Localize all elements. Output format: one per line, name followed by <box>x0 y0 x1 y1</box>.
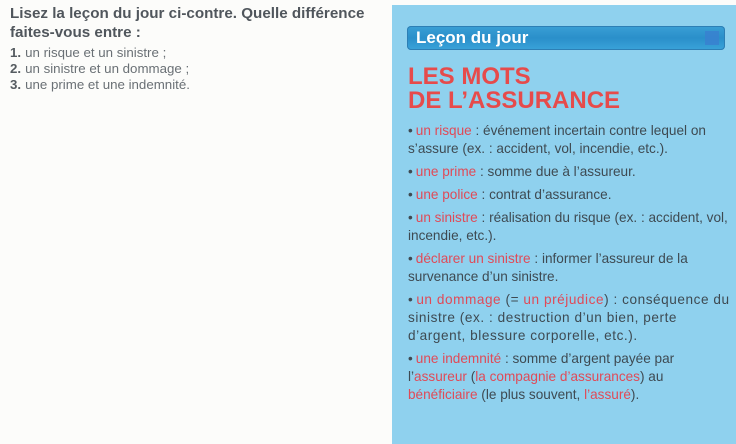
connector-text: (le plus souvent, <box>477 387 585 402</box>
definition-sinistre <box>408 209 733 245</box>
title-line-2: DE L’ASSURANCE <box>408 87 621 114</box>
definition-indemnite <box>408 350 733 404</box>
term: un préjudice <box>523 292 605 307</box>
definition-text: : réalisation du risque (ex. : accident, vol, incendie, etc.). <box>408 210 728 243</box>
lesson-header-bar <box>407 26 725 50</box>
list-item <box>10 61 380 77</box>
definition-text: ) : conséquence du sinistre (ex. : destruction d’un bien, perte d’argent, blessure corporelle, etc.). <box>408 292 730 343</box>
connector-text: ). <box>630 387 640 402</box>
connector-text: (= <box>501 292 524 307</box>
bullet-icon: • <box>408 351 413 366</box>
item-number: 3. <box>10 77 22 92</box>
term: la compagnie d’assurances <box>475 369 640 384</box>
term: une indemnité <box>415 351 502 366</box>
definition-dommage <box>408 291 733 345</box>
term: l’assuré <box>584 387 631 402</box>
definition-list <box>408 122 733 409</box>
connector-text: ) au <box>639 369 664 384</box>
definition-text: : événement incertain contre lequel on s’assure (ex. : accident, vol, incendie, etc.). <box>408 123 706 156</box>
definition-text: : contrat d’assurance. <box>477 187 612 202</box>
exercise-block <box>10 4 380 93</box>
term: un dommage <box>416 292 502 307</box>
lesson-panel <box>392 5 736 444</box>
term: assureur <box>414 369 467 384</box>
definition-text: : somme d’argent payée par l’ <box>408 351 675 384</box>
bullet-icon: • <box>408 210 413 225</box>
bullet-icon: • <box>408 187 413 202</box>
definition-text: : informer l’assureur de la survenance d’un sinistre. <box>408 251 688 284</box>
exercise-prompt: Lisez la leçon du jour ci-contre. Quelle différence faites-vous entre : <box>10 5 365 41</box>
bullet-icon: • <box>408 164 413 179</box>
corner-square-icon <box>705 31 719 45</box>
item-number: 1. <box>10 45 22 60</box>
term: une prime <box>415 164 477 179</box>
lesson-title <box>408 65 620 113</box>
definition-risque <box>408 122 733 158</box>
exercise-list <box>10 45 380 93</box>
term: une police <box>415 187 478 202</box>
term: bénéficiaire <box>408 387 478 402</box>
list-item <box>10 45 380 61</box>
definition-text: : somme due à l’assureur. <box>476 164 636 179</box>
definition-declarer <box>408 250 733 286</box>
bullet-icon: • <box>408 292 414 307</box>
connector-text: ( <box>466 369 476 384</box>
definition-prime <box>408 163 733 181</box>
item-number: 2. <box>10 61 22 76</box>
term: un sinistre <box>415 210 478 225</box>
item-text: une prime et une indemnité. <box>25 77 190 92</box>
item-text: un sinistre et un dommage ; <box>25 61 190 76</box>
term: déclarer un sinistre <box>415 251 531 266</box>
definition-police <box>408 186 733 204</box>
term: un risque <box>415 123 472 138</box>
title-line-1: LES MOTS <box>408 63 531 90</box>
lesson-header-title: Leçon du jour <box>416 28 529 47</box>
item-text: un risque et un sinistre ; <box>25 45 167 60</box>
bullet-icon: • <box>408 251 413 266</box>
bullet-icon: • <box>408 123 413 138</box>
list-item <box>10 77 380 93</box>
